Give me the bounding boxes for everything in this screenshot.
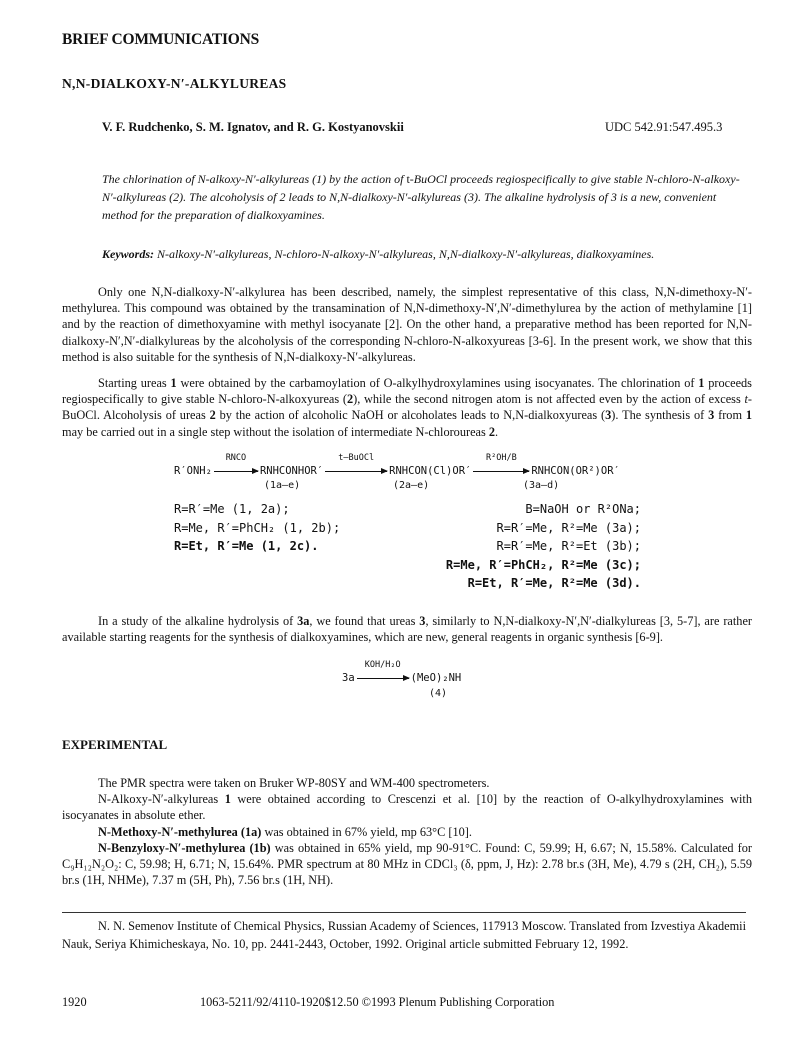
- scheme-product: (MeO)₂NH: [410, 672, 462, 684]
- hydrolysis-paragraph: [62, 613, 752, 645]
- compound-label-2: (2a—e): [393, 480, 430, 491]
- udc-code: UDC 542.91:547.495.3: [605, 120, 723, 134]
- experimental-heading: EXPERIMENTAL: [62, 737, 168, 752]
- reaction-arrow: [473, 453, 529, 479]
- page-number: 1920: [62, 995, 87, 1009]
- paragraph-text: In a study of the alkaline hydrolysis of 3a, we found that ureas 3, similarly to N,N-dialkoxy-N′,N′-dialkylureas [3, 5-7], are rather available starting reagents for the synthesis of dialkoxyamines, which are new, general reagents in organic synthesis [6-9].: [62, 614, 752, 645]
- keywords-label: Keywords:: [102, 247, 154, 261]
- arrow-reagent: R²OH/B: [485, 453, 517, 463]
- definition-line: R=Et, R′=Me (1, 2c).: [174, 539, 319, 553]
- scheme-product-1: RNHCONHOR′: [259, 465, 324, 477]
- scheme-start: 3a: [342, 672, 355, 684]
- scheme-product-2: RNHCON(Cl)OR′: [389, 465, 472, 477]
- intro-paragraph-2: [62, 375, 752, 440]
- definition-line: B=NaOH or R²ONa;: [525, 502, 641, 516]
- definition-line: R=R′=Me, R²=Et (3b);: [496, 539, 641, 553]
- paragraph-text: Only one N,N-dialkoxy-N′-alkylurea has been described, namely, the simplest representative of this class, N,N-dimethoxy-N′-methylurea. This compound was obtained by the transamination of N,N-dimethoxy-N′,N′-dimethylurea by the action of methylamine [1] and by the reaction of dimethoxyamine with methyl isocyanate [2]. On the other hand, a preparative method has been reported for N,N-dialkoxy-N′,N′-dialkylureas by the alcoholysis of the corresponding N-chloro-N-alkoxyureas [3-6]. In the present work, we show that this method is also suitable for the synthesis of N,N-dialkoxy-N′-alkylureas.: [62, 285, 752, 364]
- paragraph-text: N-Methoxy-N′-methylurea (1a) was obtained in 67% yield, mp 63°C [10].: [98, 824, 472, 839]
- journal-code: 1063-5211/92/4110-1920$12.50 ©1993 Plenum Publishing Corporation: [200, 995, 555, 1009]
- compound-label-4: (4): [429, 688, 448, 699]
- paragraph-text: N-Alkoxy-N′-alkylureas 1 were obtained according to Crescenzi et al. [10] by the reaction of O-alkylhydroxylamines with isocyanates in absolute ether.: [62, 792, 752, 823]
- scheme-start: R′ONH₂: [174, 465, 212, 477]
- footnote: [62, 918, 746, 954]
- scheme-product-3: RNHCON(OR²)OR′: [531, 465, 620, 477]
- reaction-arrow: [214, 453, 258, 479]
- compound-label-3: (3a—d): [523, 480, 560, 491]
- keywords: [102, 247, 752, 263]
- abstract-text: -BuOCl proceeds regiospecifically to give stable N-chloro-N-alkoxy-N′-alkylureas (2). The alcoholysis of 2 leads to N,N-dialkoxy-N′-alkylureas (3). The alkaline hydrolysis of 3 is a new, convenient method for the preparation of dialkoxyamines.: [102, 172, 740, 222]
- paragraph-text: The PMR spectra were taken on Bruker WP-80SY and WM-400 spectrometers.: [98, 776, 490, 790]
- scheme-definitions-left: [174, 500, 340, 556]
- abstract-text: t: [406, 172, 410, 186]
- footnote-rule: [62, 912, 746, 913]
- section-title: BRIEF COMMUNICATIONS: [62, 31, 260, 48]
- definition-line: R=Me, R′=PhCH₂ (1, 2b);: [174, 520, 341, 535]
- reaction-arrow: [325, 453, 387, 479]
- compound-label-1: (1a—e): [264, 480, 301, 491]
- abstract: [102, 170, 742, 224]
- arrow-reagent: KOH/H₂O: [364, 660, 401, 670]
- definition-line: R=Me, R′=PhCH₂, R²=Me (3c);: [445, 557, 641, 572]
- reaction-arrow: [357, 660, 409, 686]
- abstract-text: The chlorination of N-alkoxy-N′-alkylureas (1) by the action of: [102, 172, 407, 186]
- paragraph-text: Starting ureas 1 were obtained by the carbamoylation of O-alkylhydroxylamines using isocyanates. The chlorination of 1 proceeds regiospecifically to give stable N-chloro-N-alkoxyureas (2), while the second nitrogen atom is not affected even by the action of excess t-BuOCl. Alcoholysis of ureas 2 by the action of alcoholic NaOH or alcoholates leads to N,N-dialkoxyureas (3). The synthesis of 3 from 1 may be carried out in a single step without the isolation of intermediate N-chloroureas 2.: [62, 376, 753, 439]
- authors: V. F. Rudchenko, S. M. Ignatov, and R. G. Kostyanovskii: [102, 120, 404, 134]
- definition-line: R=R′=Me, R²=Me (3a);: [496, 520, 641, 535]
- arrow-reagent: RNCO: [225, 453, 247, 463]
- arrow-reagent: t—BuOCl: [338, 453, 375, 463]
- reaction-scheme-2: [342, 660, 462, 686]
- scheme-definitions-right: [446, 500, 641, 593]
- paragraph-text: N-Benzyloxy-N′-methylurea (1b) was obtained in 65% yield, mp 90-91°C. Found: C, 59.99; H, 6.67; N, 15.58%. Calculated for C₉H₁₂N₂O₂: C, 59.98; H, 6.71; N, 15.64%. PMR spectrum at 80 MHz in CDCl₃ (δ, ppm, J, Hz): 2.78 br.s (3H, Me), 4.79 s (2H, CH₂), 5.59 br.s (1H, NHMe), 7.37 m (5H, Ph), 7.56 br.s (1H, NH).: [62, 840, 752, 888]
- intro-paragraph-1: [62, 284, 752, 365]
- footnote-text: N. N. Semenov Institute of Chemical Physics, Russian Academy of Sciences, 117913 Moscow. Translated from Izvestiya Akademii Nauk, Seriya Khimicheskaya, No. 10, pp. 2441-2443, October, 1992. Original article submitted February 12, 1992.: [62, 919, 746, 951]
- keywords-text: N-alkoxy-N′-alkylureas, N-chloro-N-alkoxy-N′-alkylureas, N,N-dialkoxy-N′-alkylureas, dialkoxyamines.: [157, 247, 655, 261]
- article-title: N,N-DIALKOXY-N′-ALKYLUREAS: [62, 76, 287, 91]
- experimental-body: [62, 775, 752, 889]
- definition-line: R=Et, R′=Me, R²=Me (3d).: [467, 576, 641, 590]
- definition-line: R=R′=Me (1, 2a);: [174, 502, 290, 516]
